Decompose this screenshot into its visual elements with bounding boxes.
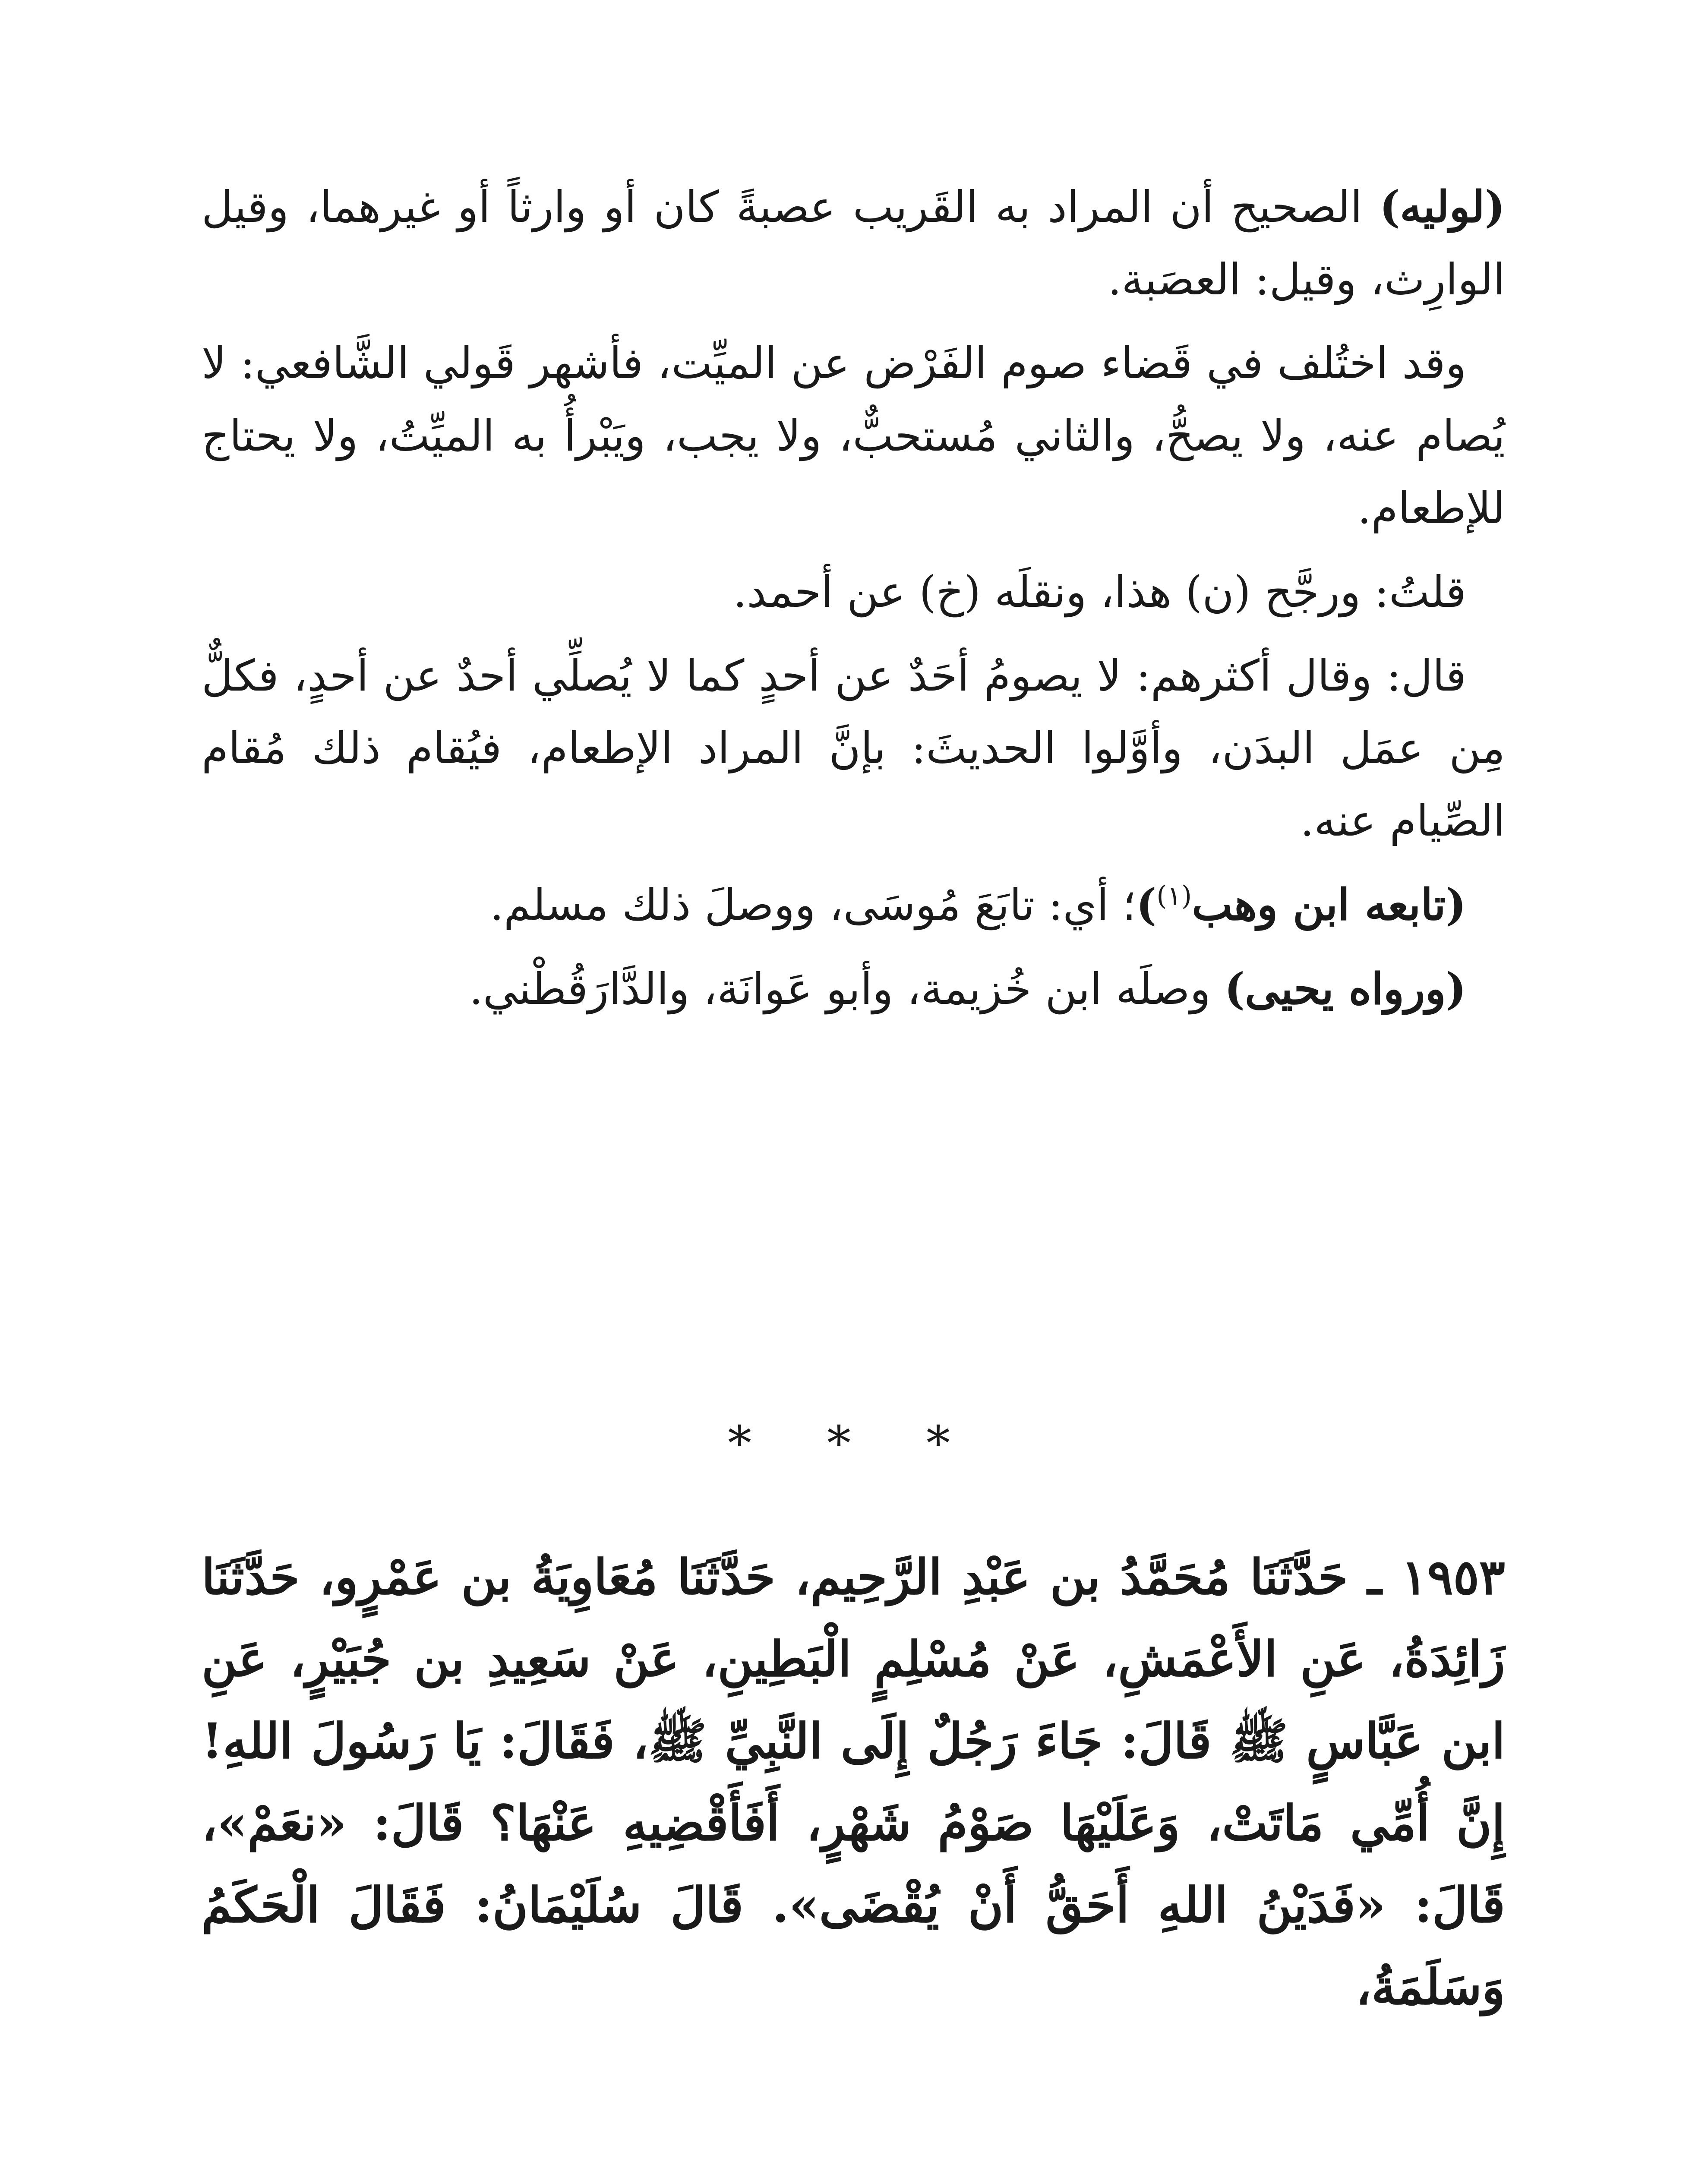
paragraph-text: وصلَه ابن خُزيمة، وأبو عَوانَة، والدَّارَقُطْني. — [469, 964, 1225, 1014]
paragraph-wali — [202, 170, 1505, 316]
paragraph-majority-view: قال: وقال أكثرهم: لا يصومُ أحَدٌ عن أحدٍ كما لا يُصلِّي أحدٌ عن أحدٍ، فكلٌّ مِن عمَل البدَن، وأوَّلوا الحديثَ: بإنَّ المراد الإطعام، فيُقام ذلك مُقام الصِّيام عنه. — [202, 650, 1505, 846]
lemma-lead: (تابعه ابن وهب — [1192, 879, 1466, 930]
lemma-lead: (ورواه يحيى) — [1224, 963, 1466, 1014]
lemma-lead: (لوليه) — [1379, 181, 1505, 232]
commentary-section — [202, 170, 1505, 1037]
paragraph-ibn-wahb — [202, 868, 1505, 941]
footnote-reference: (١) — [1156, 880, 1192, 912]
lemma-close: ) — [1136, 879, 1157, 930]
paragraph-fasting-debate: وقد اختُلف في قَضاء صوم الفَرْض عن الميِّت، فأشهر قَولي الشَّافعي: لا يُصام عنه، ولا يصحُّ، والثاني مُستحبٌّ، ولا يجب، ويَبْرأُ به الميِّتُ، ولا يحتاج للإطعام. — [202, 338, 1505, 533]
paragraph-text: ؛ أي: تابَعَ مُوسَى، ووصلَ ذلك مسلم. — [490, 880, 1137, 930]
paragraph-text: الصحيح أن المراد به القَريب عصبةً كان أو وارثاً أو غيرهما، وقيل الوارِث، وقيل: العصَبة. — [202, 182, 1505, 305]
section-separator: * * * — [728, 1416, 980, 1471]
hadith-text: ١٩٥٣ ـ حَدَّثَنَا مُحَمَّدُ بن عَبْدِ الرَّحِيم، حَدَّثَنَا مُعَاوِيَةُ بن عَمْرٍو، حَدَّثَنَا زَائِدَةُ، عَنِ الأَعْمَشِ، عَنْ مُسْلِمٍ الْبَطِينِ، عَنْ سَعِيدِ بن جُبَيْرٍ، عَنِ ابن عَبَّاسٍ ﷺ قَالَ: جَاءَ رَجُلٌ إِلَى النَّبِيِّ ﷺ، فَقَالَ: يَا رَسُولَ اللهِ! إِنَّ أُمِّي مَاتَتْ، وَعَلَيْهَا صَوْمُ شَهْرٍ، أَفَأَقْضِيهِ عَنْهَا؟ قَالَ: «نعَمْ»، قَالَ: «فَدَيْنُ اللهِ أَحَقُّ أَنْ يُقْضَى». قَالَ سُلَيْمَانُ: فَقَالَ الْحَكَمُ وَسَلَمَةُ، — [202, 1549, 1505, 2016]
paragraph-yahya — [202, 953, 1505, 1025]
paragraph-qultu: قلتُ: ورجَّح (ن) هذا، ونقلَه (خ) عن أحمد. — [733, 567, 1466, 617]
hadith-section — [202, 1536, 1505, 2029]
